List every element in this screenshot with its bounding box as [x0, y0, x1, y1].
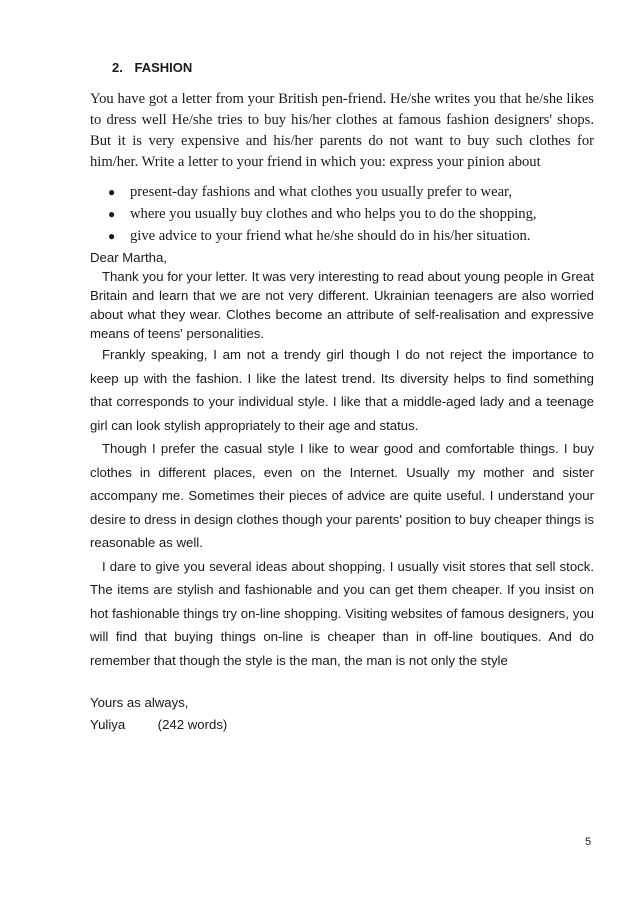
letter-paragraph-1: Thank you for your letter. It was very interesting to read about young people in Great Britain and learn that we are not very different. Ukrainian teenagers are also worried about what they wear. Clothes become an attribute of self-realisation and expressive means of teens' personalities. [90, 269, 594, 341]
page-number: 5 [585, 836, 592, 848]
task-description: You have got a letter from your British pen-friend. He/she writes you that he/she likes to dress well He/she tries to buy his/her clothes at famous fashion designers' shops. But it is very expensive and his/her parents do not want to buy such clothes for him/her. Write a letter to your friend in which you: express your pinion about [90, 91, 594, 170]
letter-signature: Yuliya [90, 717, 126, 732]
list-item: ● give advice to your friend what he/she should do in his/her situation. [90, 225, 594, 247]
signature-line [90, 714, 594, 736]
bullet-icon: ● [108, 229, 116, 243]
bullet-icon: ● [108, 207, 116, 221]
letter-paragraph-2: Frankly speaking, I am not a trendy girl though I do not reject the importance to keep up with the fashion. I like the latest trend. Its diversity helps to find something that corresponds to your individual style. I like that a middle-aged lady and a teenage girl can look stylish appropriately to their age and status. [90, 347, 594, 433]
bullet-icon: ● [108, 185, 116, 199]
section-heading [112, 60, 594, 75]
task-bullet-list [90, 181, 594, 247]
document-page [90, 60, 594, 736]
letter-body [90, 248, 594, 736]
letter-closing-block [90, 692, 594, 736]
word-count: (242 words) [157, 717, 228, 732]
letter-paragraph-4: I dare to give you several ideas about shopping. I usually visit stores that sell stock. The items are stylish and fashionable and you can get them cheaper. If you insist on hot fashionable things try on-line shopping. Visiting websites of famous designers, you will find that buying things on-line is cheaper than in off-line boutiques. And do remember that though the style is the man, the man is not only the style [90, 558, 594, 668]
section-title: FASHION [134, 60, 193, 75]
letter-greeting: Dear Martha, [90, 250, 167, 265]
letter-closing: Yours as always, [90, 695, 189, 710]
list-item: ● where you usually buy clothes and who helps you to do the shopping, [90, 203, 594, 225]
letter-paragraph-3: Though I prefer the casual style I like to wear good and comfortable things. I buy clothes in different places, even on the Internet. Usually my mother and sister accompany me. Sometimes their pieces of advice are quite useful. I understand your desire to dress in design clothes though your parents' position to buy cheaper things is reasonable as well. [90, 441, 594, 550]
section-number: 2. [112, 60, 123, 75]
list-item: ● present-day fashions and what clothes you usually prefer to wear, [90, 181, 594, 203]
